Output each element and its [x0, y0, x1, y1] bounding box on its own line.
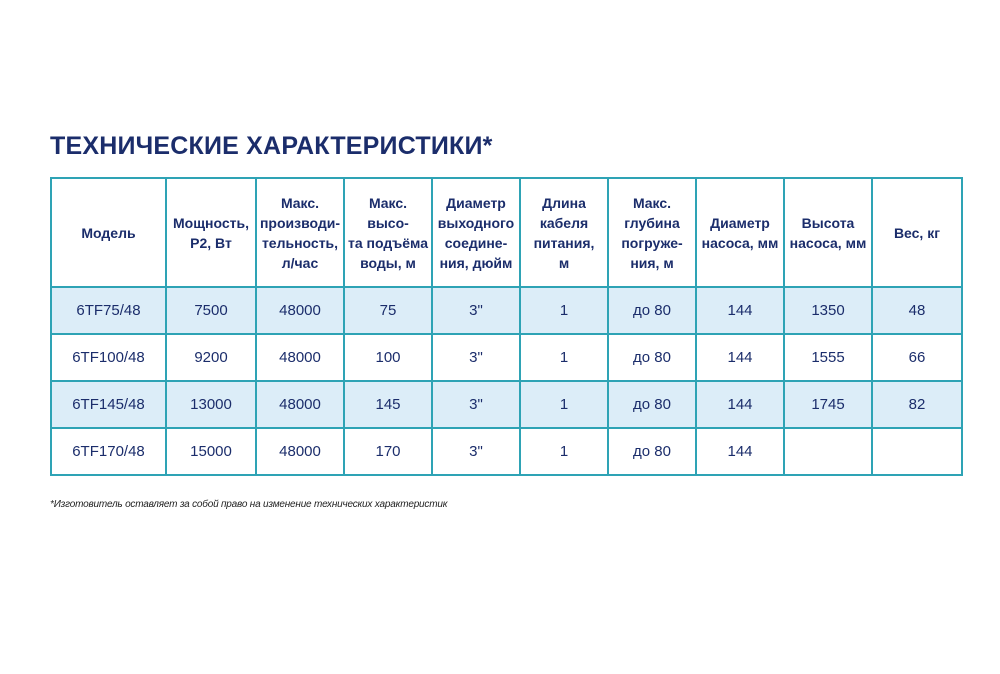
specs-table: [50, 177, 963, 476]
cell-pump-height: 1350: [784, 287, 872, 334]
cell-max-depth: до 80: [608, 287, 696, 334]
header-weight: Вес, кг: [872, 178, 962, 287]
cell-power: 15000: [166, 428, 256, 475]
cell-capacity: 48000: [256, 428, 344, 475]
cell-power: 13000: [166, 381, 256, 428]
footnote: *Изготовитель оставляет за собой право на изменение технических характеристик: [50, 499, 448, 510]
cell-cable-length: 1: [520, 381, 608, 428]
header-max-head: Макс. высо- та подъёма воды, м: [344, 178, 432, 287]
cell-weight: 66: [872, 334, 962, 381]
header-cable-length: Длина кабеля питания, м: [520, 178, 608, 287]
cell-capacity: 48000: [256, 381, 344, 428]
header-pump-height: Высота насоса, мм: [784, 178, 872, 287]
cell-cable-length: 1: [520, 428, 608, 475]
cell-max-depth: до 80: [608, 334, 696, 381]
cell-outlet-diameter: 3": [432, 334, 520, 381]
cell-pump-diameter: 144: [696, 334, 784, 381]
header-model: Модель: [51, 178, 166, 287]
cell-max-head: 100: [344, 334, 432, 381]
header-outlet-diameter: Диаметр выходного соедине- ния, дюйм: [432, 178, 520, 287]
table-row: [51, 287, 962, 334]
cell-outlet-diameter: 3": [432, 428, 520, 475]
cell-cable-length: 1: [520, 287, 608, 334]
cell-pump-diameter: 144: [696, 381, 784, 428]
cell-max-depth: до 80: [608, 381, 696, 428]
header-power: Мощность, P2, Вт: [166, 178, 256, 287]
cell-model: 6TF75/48: [51, 287, 166, 334]
table-header-row: [51, 178, 962, 287]
cell-weight: 48: [872, 287, 962, 334]
cell-power: 7500: [166, 287, 256, 334]
cell-pump-diameter: 144: [696, 428, 784, 475]
header-pump-diameter: Диаметр насоса, мм: [696, 178, 784, 287]
table-row: [51, 428, 962, 475]
cell-outlet-diameter: 3": [432, 381, 520, 428]
cell-power: 9200: [166, 334, 256, 381]
cell-model: 6TF145/48: [51, 381, 166, 428]
header-capacity: Макс. производи- тельность, л/час: [256, 178, 344, 287]
table-row: [51, 334, 962, 381]
cell-outlet-diameter: 3": [432, 287, 520, 334]
cell-max-head: 145: [344, 381, 432, 428]
cell-pump-height: 1555: [784, 334, 872, 381]
cell-pump-height: 1745: [784, 381, 872, 428]
cell-pump-height: [784, 428, 872, 475]
cell-model: 6TF100/48: [51, 334, 166, 381]
cell-cable-length: 1: [520, 334, 608, 381]
cell-model: 6TF170/48: [51, 428, 166, 475]
page-title: ТЕХНИЧЕСКИЕ ХАРАКТЕРИСТИКИ*: [50, 132, 493, 160]
cell-max-depth: до 80: [608, 428, 696, 475]
cell-capacity: 48000: [256, 287, 344, 334]
cell-pump-diameter: 144: [696, 287, 784, 334]
cell-max-head: 170: [344, 428, 432, 475]
header-max-depth: Макс. глубина погруже- ния, м: [608, 178, 696, 287]
table-row: [51, 381, 962, 428]
cell-capacity: 48000: [256, 334, 344, 381]
cell-weight: 82: [872, 381, 962, 428]
cell-weight: [872, 428, 962, 475]
cell-max-head: 75: [344, 287, 432, 334]
